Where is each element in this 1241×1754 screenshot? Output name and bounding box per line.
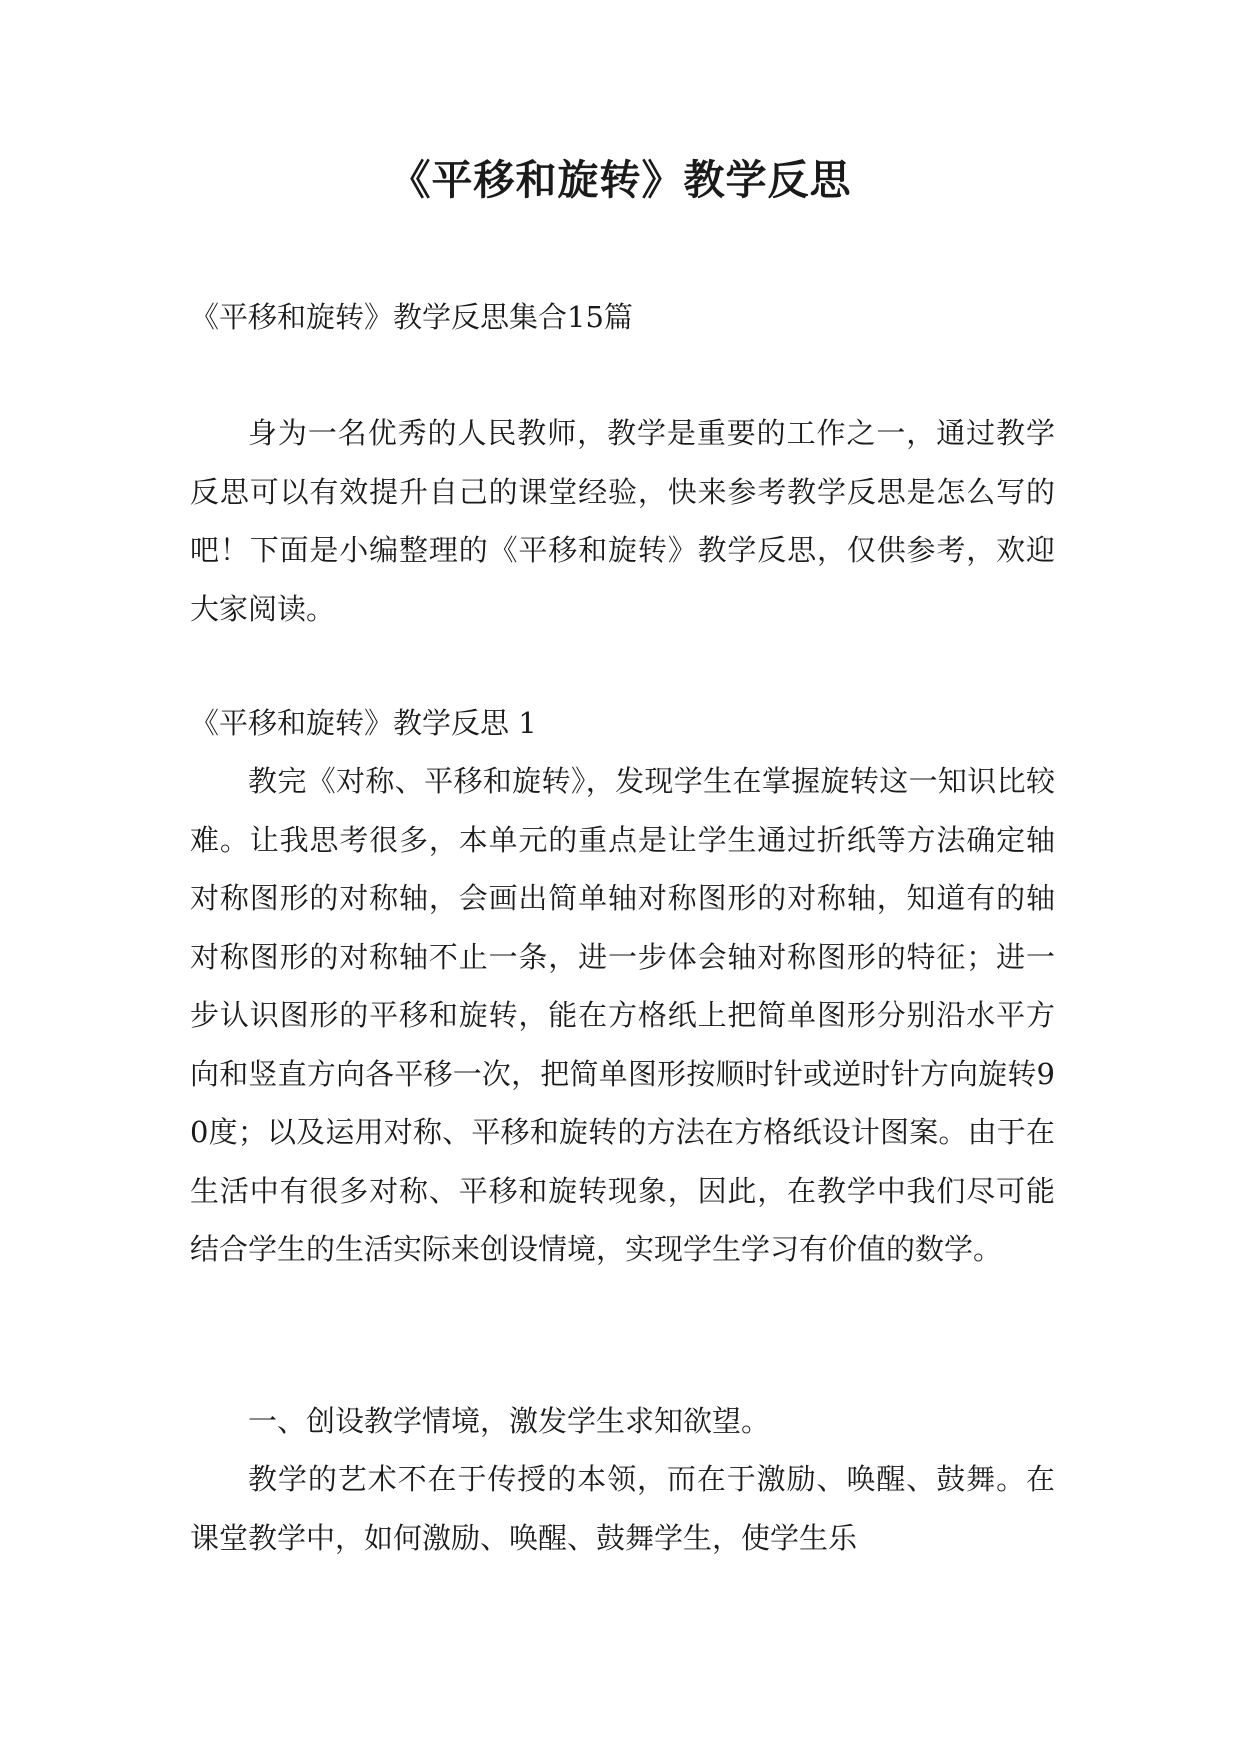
document-subtitle: 《平移和旋转》教学反思集合15篇	[190, 300, 633, 334]
intro-paragraph: 身为一名优秀的人民教师，教学是重要的工作之一，通过教学反思可以有效提升自己的课堂经验，快来参考教学反思是怎么写的吧！下面是小编整理的《平移和旋转》教学反思，仅供参考，欢迎大家阅读。	[190, 416, 1055, 626]
body-paragraph-continued: 教学的艺术不在于传授的本领，而在于激励、唤醒、鼓舞。在课堂教学中，如何激励、唤醒、鼓舞学生，使学生乐	[190, 1462, 1055, 1555]
document-title: 《平移和旋转》教学反思	[389, 156, 852, 204]
body-paragraph: 教完《对称、平移和旋转》，发现学生在掌握旋转这一知识比较难。让我思考很多，本单元的重点是让学生通过折纸等方法确定轴对称图形的对称轴，会画出简单轴对称图形的对称轴，知道有的轴对称图形的对称轴不止一条，进一步体会轴对称图形的特征；进一步认识图形的平移和旋转，能在方格纸上把简单图形分别沿水平方向和竖直方向各平移一次，把简单图形按顺时针或逆时针方向旋转90度；以及运用对称、平移和旋转的方法在方格纸设计图案。由于在生活中有很多对称、平移和旋转现象，因此，在教学中我们尽可能结合学生的生活实际来创设情境，实现学生学习有价值的数学。	[190, 764, 1055, 1266]
section-heading: 《平移和旋转》教学反思 1	[190, 706, 537, 740]
point-heading: 一、创设教学情境，激发学生求知欲望。	[248, 1404, 771, 1438]
